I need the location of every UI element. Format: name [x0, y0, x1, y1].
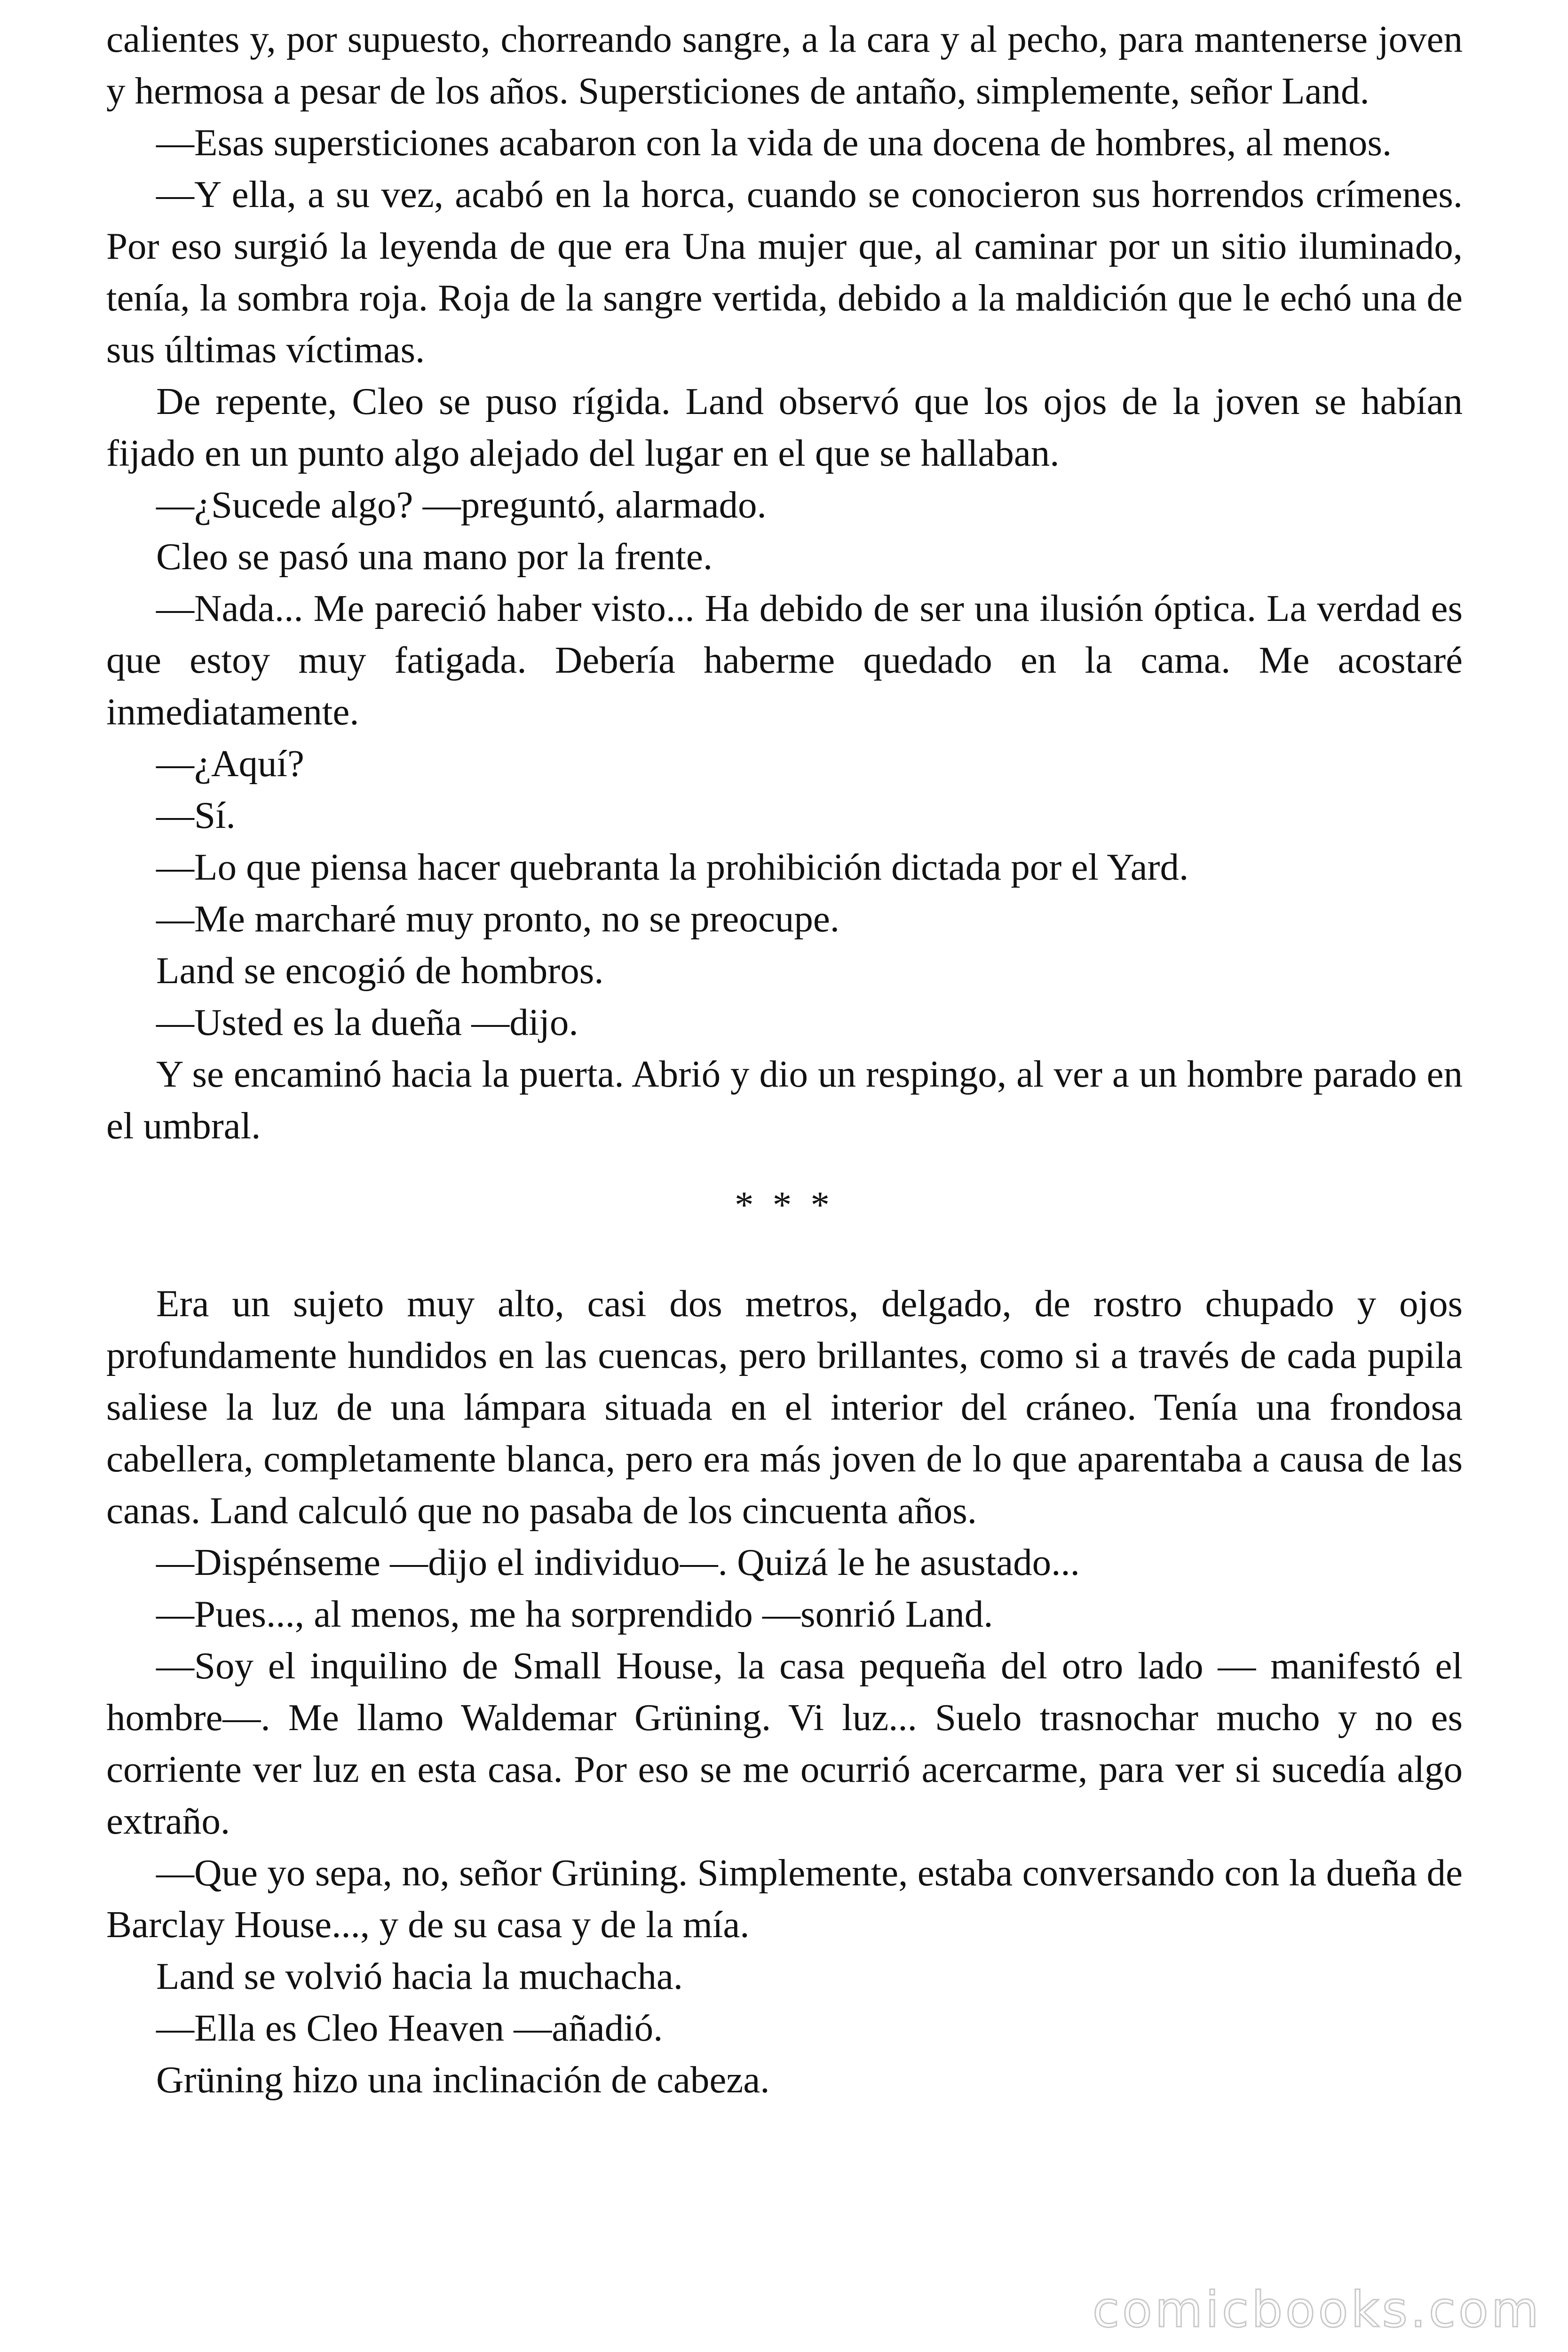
paragraph: calientes y, por supuesto, chorreando sangre, a la cara y al pecho, para mantenerse joven y hermosa a pesar de los años. Supersticiones de antaño, simplemente, señor Land. [106, 18, 1463, 112]
paragraph: Land se encogió de hombros. [156, 949, 604, 992]
paragraph: —¿Sucede algo? —preguntó, alarmado. [156, 484, 767, 526]
paragraph: Y se encaminó hacia la puerta. Abrió y dio un respingo, al ver a un hombre parado en el umbral. [106, 1053, 1463, 1147]
paragraph: Land se volvió hacia la muchacha. [156, 1955, 683, 1997]
section-separator: * * * [735, 1184, 834, 1226]
paragraph: —¿Aquí? [156, 742, 304, 785]
paragraph: —Esas supersticiones acabaron con la vida de una docena de hombres, al menos. [156, 121, 1392, 164]
paragraph: Era un sujeto muy alto, casi dos metros, delgado, de rostro chupado y ojos profundamente hundidos en las cuencas, pero brillantes, como si a través de cada pupila saliese la luz de una lámpara situada en el interior del cráneo. Tenía una frondosa cabellera, completamente blanca, pero era más joven de lo que aparentaba a causa de las canas. Land calculó que no pasaba de los cincuenta años. [106, 1282, 1463, 1532]
paragraph: —Y ella, a su vez, acabó en la horca, cuando se conocieron sus horrendos crímenes. Por eso surgió la leyenda de que era Una mujer que, al caminar por un sitio iluminado, tenía, la sombra roja. Roja de la sangre vertida, debido a la maldición que le echó una de sus últimas víctimas. [106, 173, 1463, 371]
paragraph: —Dispénseme —dijo el individuo—. Quizá le he asustado... [156, 1541, 1080, 1583]
text-section-1 [106, 13, 1463, 1152]
paragraph: Grüning hizo una inclinación de cabeza. [156, 2058, 770, 2101]
watermark-text: comicbooks.com [1092, 2281, 1542, 2338]
paragraph: —Sí. [156, 794, 236, 836]
paragraph: Cleo se pasó una mano por la frente. [156, 535, 713, 578]
paragraph: De repente, Cleo se puso rígida. Land observó que los ojos de la joven se habían fijado en un punto algo alejado del lugar en el que se hallaban. [106, 380, 1463, 474]
text-column [106, 13, 1463, 2106]
paragraph: —Me marcharé muy pronto, no se preocupe. [156, 898, 840, 940]
paragraph: —Usted es la dueña —dijo. [156, 1001, 578, 1043]
paragraph: —Lo que piensa hacer quebranta la prohibición dictada por el Yard. [156, 846, 1189, 888]
paragraph: —Que yo sepa, no, señor Grüning. Simplemente, estaba conversando con la dueña de Barclay House..., y de su casa y de la mía. [106, 1851, 1463, 1946]
paragraph: —Nada... Me pareció haber visto... Ha debido de ser una ilusión óptica. La verdad es que estoy muy fatigada. Debería haberme quedado en la cama. Me acostaré inmediatamente. [106, 587, 1463, 733]
paragraph: —Pues..., al menos, me ha sorprendido —sonrió Land. [156, 1593, 993, 1635]
paragraph: —Soy el inquilino de Small House, la casa pequeña del otro lado — manifestó el hombre—. Me llamo Waldemar Grüning. Vi luz... Suelo trasnochar mucho y no es corriente ver luz en esta casa. Por eso se me ocurrió acercarme, para ver si sucedía algo extraño. [106, 1645, 1463, 1842]
text-section-2 [106, 1278, 1463, 2106]
paragraph: —Ella es Cleo Heaven —añadió. [156, 2007, 663, 2049]
